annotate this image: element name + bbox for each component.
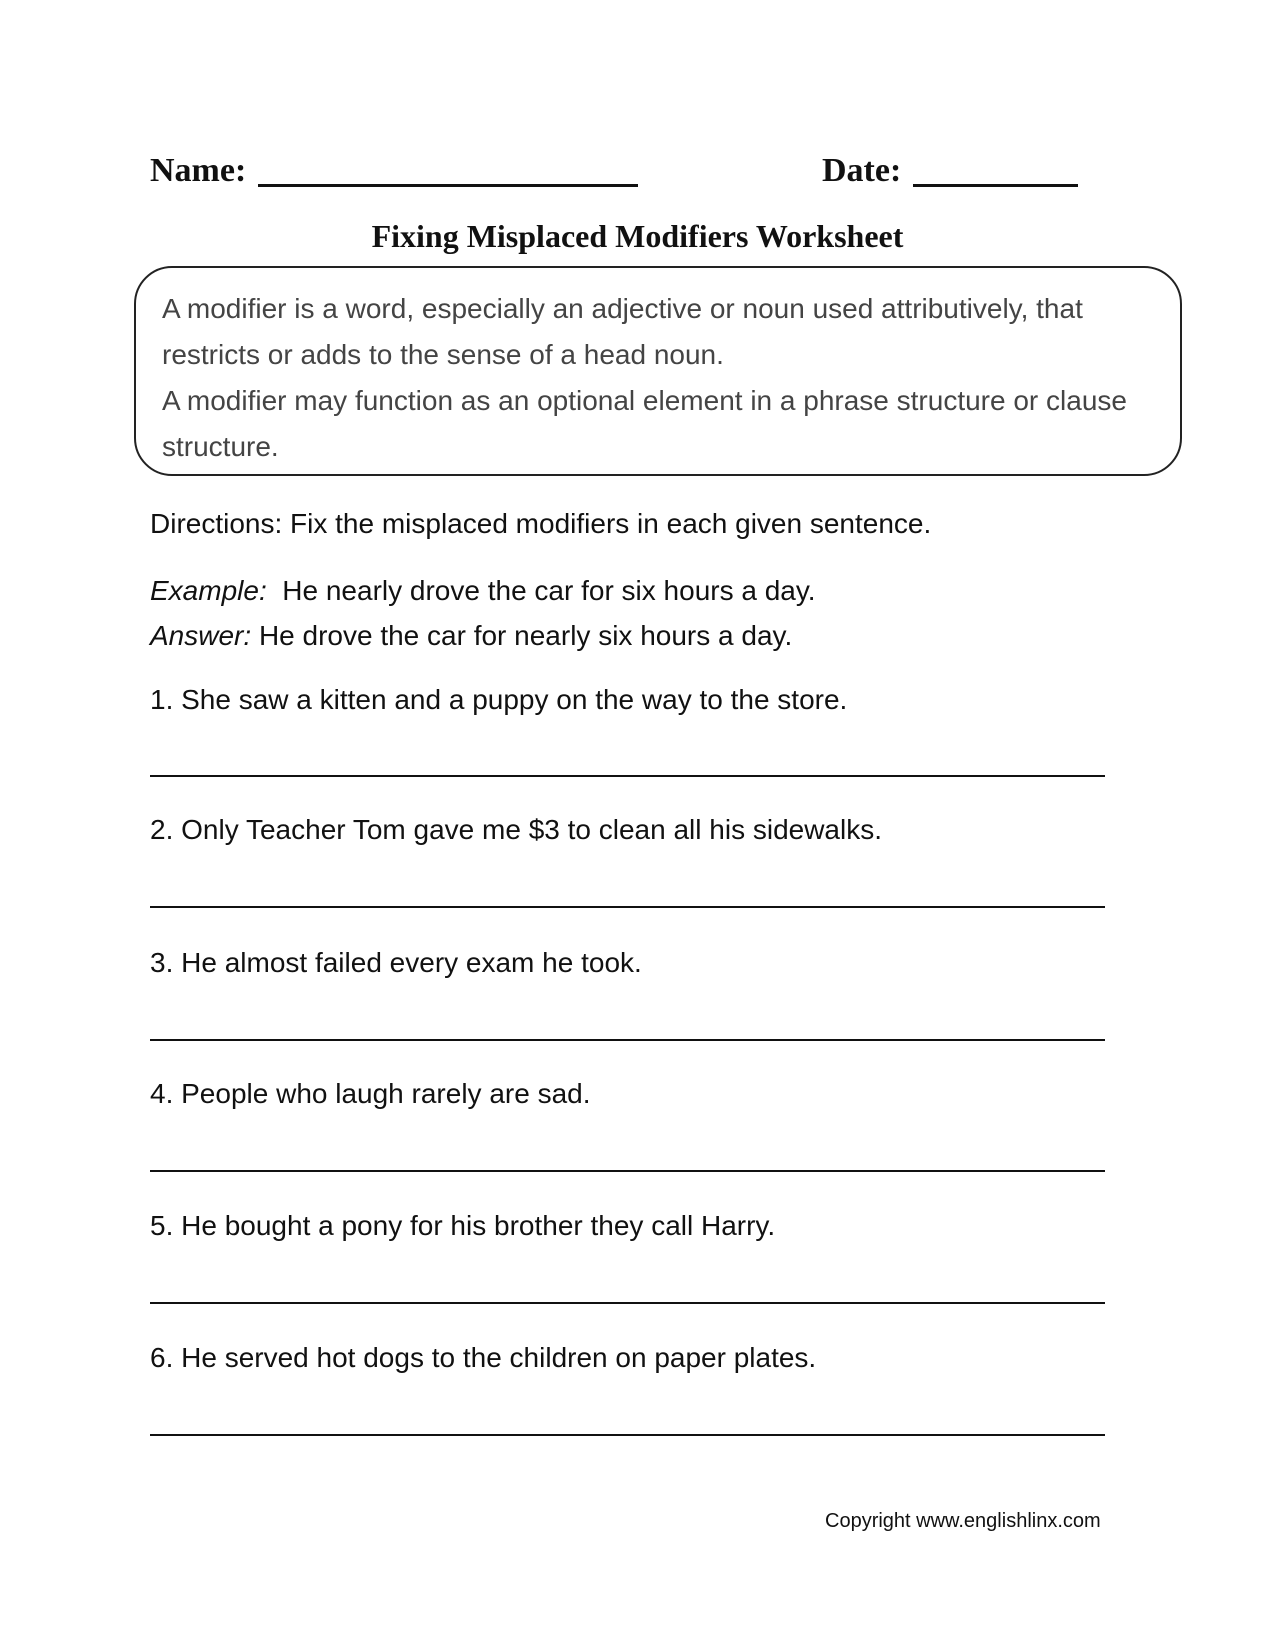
- answer-label: Answer:: [150, 620, 252, 651]
- worksheet-title: Fixing Misplaced Modifiers Worksheet: [371, 218, 904, 254]
- definition-paragraph-2: A modifier may function as an optional element in a phrase structure or clause structure.: [162, 385, 1127, 462]
- date-field: [822, 150, 1078, 190]
- question-6: 6. He served hot dogs to the children on paper plates.: [150, 1342, 817, 1373]
- answer-blank-3[interactable]: [150, 1039, 1105, 1041]
- date-label: Date:: [822, 152, 902, 189]
- example-text: He nearly drove the car for six hours a day.: [282, 575, 816, 606]
- date-blank-line[interactable]: [913, 156, 1078, 187]
- directions-text: Directions: Fix the misplaced modifiers in each given sentence.: [150, 508, 932, 539]
- question-4: 4. People who laugh rarely are sad.: [150, 1078, 591, 1109]
- name-label: Name:: [150, 152, 247, 189]
- answer-text: He drove the car for nearly six hours a day.: [258, 620, 793, 651]
- answer-blank-5[interactable]: [150, 1302, 1105, 1304]
- example-line: [150, 575, 816, 607]
- answer-blank-2[interactable]: [150, 906, 1105, 908]
- question-1: 1. She saw a kitten and a puppy on the way to the store.: [150, 684, 848, 715]
- example-label: Example:: [150, 575, 267, 606]
- answer-line: [150, 620, 792, 652]
- definition-box: [134, 266, 1182, 476]
- definition-paragraph-1: A modifier is a word, especially an adjective or noun used attributively, that restricts or adds to the sense of a head noun.: [162, 293, 1083, 370]
- header-row: [150, 150, 1090, 200]
- answer-blank-6[interactable]: [150, 1434, 1105, 1436]
- name-blank-line[interactable]: [258, 156, 638, 187]
- copyright-footer: Copyright www.englishlinx.com: [825, 1510, 1101, 1532]
- question-2: 2. Only Teacher Tom gave me $3 to clean all his sidewalks.: [150, 814, 883, 845]
- question-5: 5. He bought a pony for his brother they call Harry.: [150, 1210, 776, 1241]
- answer-blank-4[interactable]: [150, 1170, 1105, 1172]
- answer-blank-1[interactable]: [150, 775, 1105, 777]
- name-field: [150, 150, 638, 190]
- question-3: 3. He almost failed every exam he took.: [150, 947, 642, 978]
